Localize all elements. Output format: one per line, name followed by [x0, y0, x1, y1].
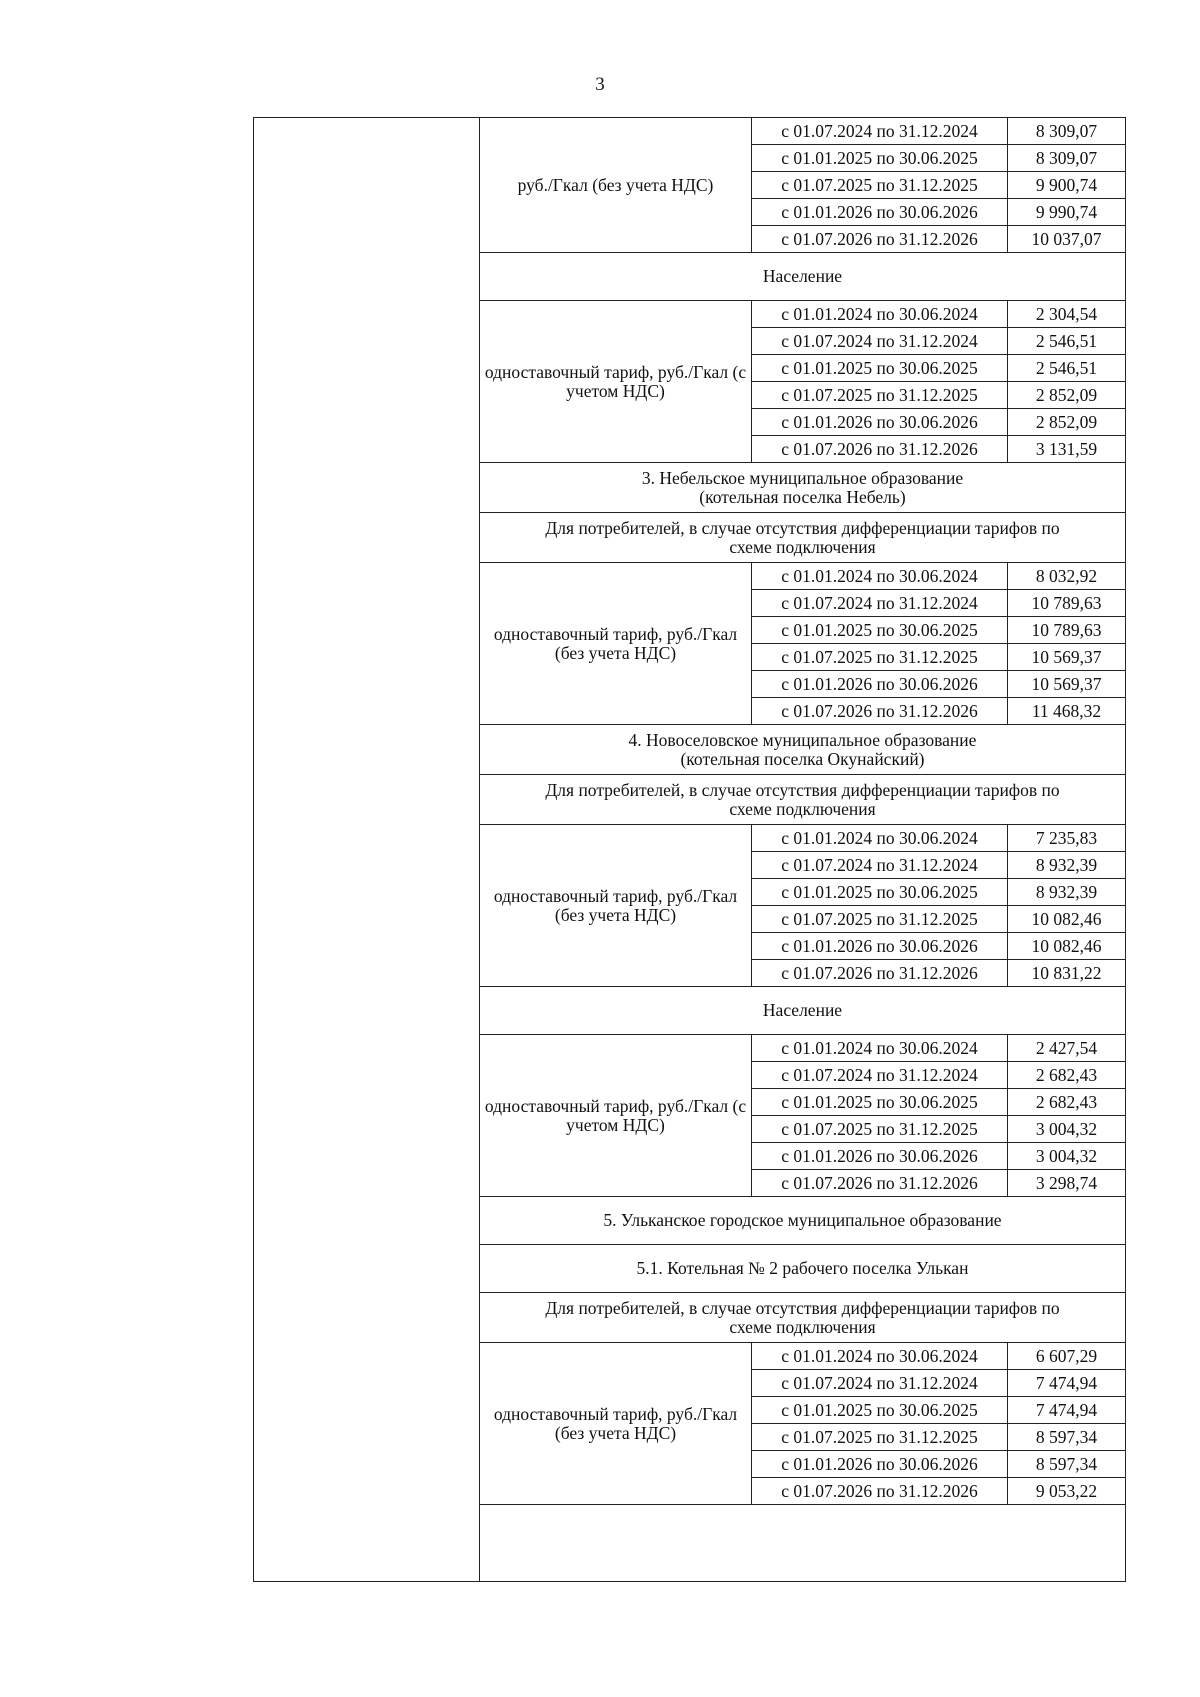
section-title-text: 4. Новоселовское муниципальное образование — [628, 729, 977, 750]
tariff-label: одноставочный тариф, руб./Гкал (без учета НДС) — [480, 563, 752, 725]
value-cell: 2 682,43 — [1008, 1062, 1126, 1089]
value-cell: 7 474,94 — [1008, 1397, 1126, 1424]
value-cell: 8 597,34 — [1008, 1424, 1126, 1451]
period-cell: с 01.01.2024 по 30.06.2024 — [752, 563, 1008, 590]
consumer-header — [480, 1293, 1126, 1343]
value-cell: 10 569,37 — [1008, 671, 1126, 698]
group-header — [480, 987, 1126, 1035]
value-cell: 2 546,51 — [1008, 328, 1126, 355]
value-cell: 3 131,59 — [1008, 436, 1126, 463]
period-cell: с 01.01.2026 по 30.06.2026 — [752, 199, 1008, 226]
subsection-title-text: 5.1. Котельная № 2 рабочего поселка Улькан — [636, 1258, 969, 1278]
value-cell: 8 032,92 — [1008, 563, 1126, 590]
period-cell: с 01.07.2024 по 31.12.2024 — [752, 1062, 1008, 1089]
table-row — [480, 825, 1126, 852]
value-cell: 8 597,34 — [1008, 1451, 1126, 1478]
period-cell: с 01.07.2024 по 31.12.2024 — [752, 590, 1008, 617]
period-cell: с 01.01.2024 по 30.06.2024 — [752, 825, 1008, 852]
period-cell: с 01.01.2025 по 30.06.2025 — [752, 145, 1008, 172]
section-title-text: 5. Ульканское городское муниципальное образование — [603, 1210, 1002, 1230]
tariff-label: руб./Гкал (без учета НДС) — [480, 118, 752, 253]
tariff-table — [479, 117, 1126, 1505]
consumer-header-text: Для потребителей, в случае отсутствия дифференциации тарифов по — [545, 1297, 1060, 1318]
tariff-label: одноставочный тариф, руб./Гкал (с учетом НДС) — [480, 301, 752, 463]
period-cell: с 01.01.2026 по 30.06.2026 — [752, 671, 1008, 698]
table-row — [480, 1035, 1126, 1062]
value-cell: 10 789,63 — [1008, 590, 1126, 617]
period-cell: с 01.07.2024 по 31.12.2024 — [752, 118, 1008, 145]
consumer-header-row — [480, 513, 1126, 563]
value-cell: 3 298,74 — [1008, 1170, 1126, 1197]
section-title-row — [480, 725, 1126, 775]
table-row — [480, 1343, 1126, 1370]
value-cell: 9 053,22 — [1008, 1478, 1126, 1505]
value-cell: 2 682,43 — [1008, 1089, 1126, 1116]
value-cell: 2 852,09 — [1008, 382, 1126, 409]
group-header-row — [480, 987, 1126, 1035]
period-cell: с 01.07.2025 по 31.12.2025 — [752, 1424, 1008, 1451]
value-cell: 10 831,22 — [1008, 960, 1126, 987]
period-cell: с 01.07.2026 по 31.12.2026 — [752, 960, 1008, 987]
value-cell: 10 037,07 — [1008, 226, 1126, 253]
group-header-text: Население — [762, 1000, 843, 1020]
consumer-header-row — [480, 775, 1126, 825]
period-cell: с 01.01.2025 по 30.06.2025 — [752, 355, 1008, 382]
period-cell: с 01.07.2024 по 31.12.2024 — [752, 328, 1008, 355]
section-title — [480, 463, 1126, 513]
period-cell: с 01.01.2025 по 30.06.2025 — [752, 1397, 1008, 1424]
value-cell: 8 309,07 — [1008, 145, 1126, 172]
value-cell: 2 852,09 — [1008, 409, 1126, 436]
consumer-header-text: Для потребителей, в случае отсутствия дифференциации тарифов по — [545, 779, 1060, 800]
subsection-title-row — [480, 1245, 1126, 1293]
consumer-header-text: схеме подключения — [729, 798, 876, 819]
section-title — [480, 725, 1126, 775]
group-header-text: Население — [762, 266, 843, 286]
consumer-header — [480, 513, 1126, 563]
section-title-text: (котельная поселка Небель) — [699, 486, 906, 507]
period-cell: с 01.01.2026 по 30.06.2026 — [752, 409, 1008, 436]
period-cell: с 01.07.2025 по 31.12.2025 — [752, 172, 1008, 199]
period-cell: с 01.07.2026 по 31.12.2026 — [752, 436, 1008, 463]
period-cell: с 01.07.2026 по 31.12.2026 — [752, 1170, 1008, 1197]
table-row — [480, 118, 1126, 145]
consumer-header-row — [480, 1293, 1126, 1343]
period-cell: с 01.07.2024 по 31.12.2024 — [752, 852, 1008, 879]
value-cell: 8 932,39 — [1008, 879, 1126, 906]
section-title-row — [480, 1197, 1126, 1245]
period-cell: с 01.01.2026 по 30.06.2026 — [752, 1143, 1008, 1170]
period-cell: с 01.07.2026 по 31.12.2026 — [752, 1478, 1008, 1505]
period-cell: с 01.07.2025 по 31.12.2025 — [752, 644, 1008, 671]
tariff-label: одноставочный тариф, руб./Гкал (с учетом НДС) — [480, 1035, 752, 1197]
consumer-header-text: схеме подключения — [729, 1316, 876, 1337]
period-cell: с 01.01.2024 по 30.06.2024 — [752, 301, 1008, 328]
section-title — [480, 1197, 1126, 1245]
value-cell: 10 082,46 — [1008, 933, 1126, 960]
value-cell: 7 474,94 — [1008, 1370, 1126, 1397]
period-cell: с 01.01.2025 по 30.06.2025 — [752, 1089, 1008, 1116]
value-cell: 6 607,29 — [1008, 1343, 1126, 1370]
consumer-header-text: Для потребителей, в случае отсутствия дифференциации тарифов по — [545, 517, 1060, 538]
value-cell: 9 900,74 — [1008, 172, 1126, 199]
period-cell: с 01.07.2025 по 31.12.2025 — [752, 906, 1008, 933]
period-cell: с 01.01.2024 по 30.06.2024 — [752, 1035, 1008, 1062]
period-cell: с 01.07.2024 по 31.12.2024 — [752, 1370, 1008, 1397]
subsection-title — [480, 1245, 1126, 1293]
value-cell: 10 789,63 — [1008, 617, 1126, 644]
section-title-text: (котельная поселка Окунайский) — [680, 748, 925, 769]
table-row — [480, 301, 1126, 328]
consumer-header — [480, 775, 1126, 825]
group-header — [480, 253, 1126, 301]
section-title-row — [480, 463, 1126, 513]
value-cell: 7 235,83 — [1008, 825, 1126, 852]
value-cell: 3 004,32 — [1008, 1143, 1126, 1170]
period-cell: с 01.07.2025 по 31.12.2025 — [752, 1116, 1008, 1143]
consumer-header-text: схеме подключения — [729, 536, 876, 557]
value-cell: 10 569,37 — [1008, 644, 1126, 671]
period-cell: с 01.07.2026 по 31.12.2026 — [752, 226, 1008, 253]
table-row — [480, 563, 1126, 590]
value-cell: 10 082,46 — [1008, 906, 1126, 933]
section-title-text: 3. Небельское муниципальное образование — [641, 467, 964, 488]
period-cell: с 01.01.2026 по 30.06.2026 — [752, 1451, 1008, 1478]
value-cell: 3 004,32 — [1008, 1116, 1126, 1143]
value-cell: 2 304,54 — [1008, 301, 1126, 328]
value-cell: 8 309,07 — [1008, 118, 1126, 145]
period-cell: с 01.01.2025 по 30.06.2025 — [752, 617, 1008, 644]
period-cell: с 01.01.2025 по 30.06.2025 — [752, 879, 1008, 906]
period-cell: с 01.07.2026 по 31.12.2026 — [752, 698, 1008, 725]
value-cell: 8 932,39 — [1008, 852, 1126, 879]
page-number: 3 — [595, 74, 605, 95]
value-cell: 9 990,74 — [1008, 199, 1126, 226]
value-cell: 2 427,54 — [1008, 1035, 1126, 1062]
period-cell: с 01.01.2026 по 30.06.2026 — [752, 933, 1008, 960]
tariff-label: одноставочный тариф, руб./Гкал (без учета НДС) — [480, 1343, 752, 1505]
value-cell: 11 468,32 — [1008, 698, 1126, 725]
value-cell: 2 546,51 — [1008, 355, 1126, 382]
period-cell: с 01.07.2025 по 31.12.2025 — [752, 382, 1008, 409]
tariff-label: одноставочный тариф, руб./Гкал (без учета НДС) — [480, 825, 752, 987]
period-cell: с 01.01.2024 по 30.06.2024 — [752, 1343, 1008, 1370]
group-header-row — [480, 253, 1126, 301]
